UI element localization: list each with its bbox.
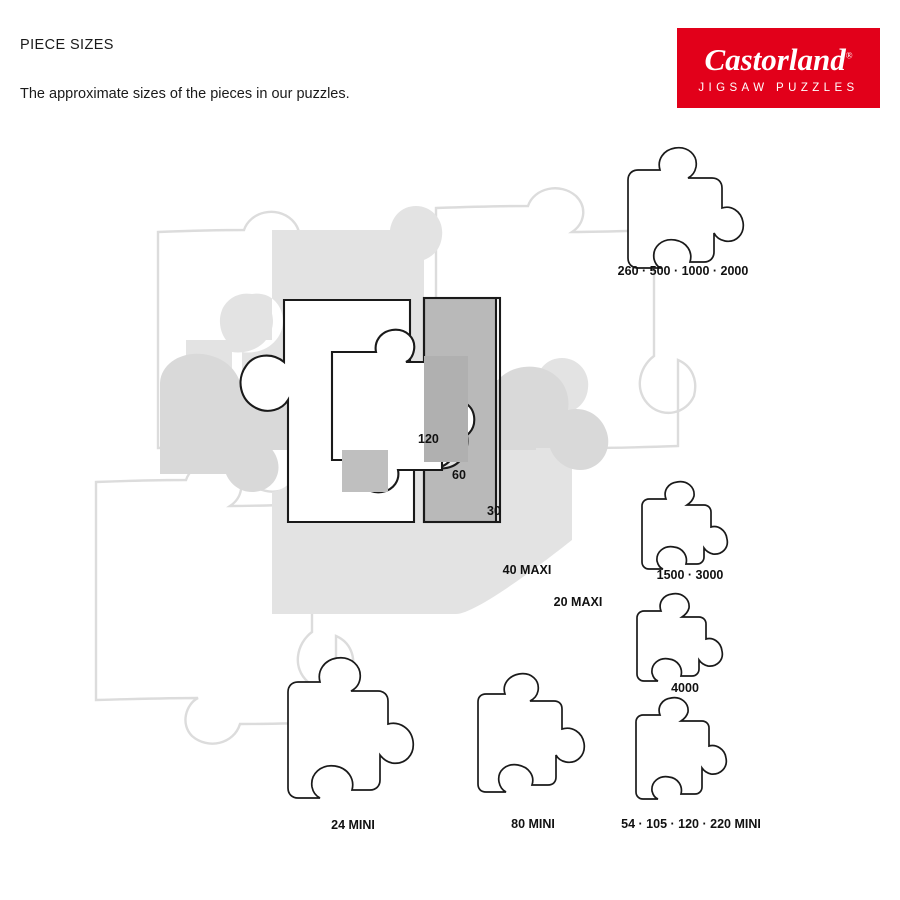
piece-4000	[637, 594, 722, 681]
piece-80-mini	[478, 674, 584, 792]
piece-1500-3000	[642, 482, 727, 569]
page-title: PIECE SIZES	[20, 37, 114, 53]
registered-mark: ®	[845, 50, 853, 61]
label-80-mini: 80 MINI	[511, 817, 555, 831]
label-54-105-120-220-mini: 54 · 105 · 120 · 220 MINI	[621, 817, 761, 831]
label-4000: 4000	[671, 681, 699, 695]
label-40-maxi: 40 MAXI	[502, 563, 552, 577]
piece-24-mini	[288, 658, 413, 798]
label-30: 30	[487, 504, 501, 518]
label-20-maxi: 20 MAXI	[553, 595, 603, 609]
label-260-500-1000-2000: 260 · 500 · 1000 · 2000	[617, 264, 749, 278]
piece-260-500-1000-2000	[628, 148, 743, 268]
label-24-mini: 24 MINI	[331, 818, 375, 832]
logo-brand-label: Castorland	[704, 42, 846, 77]
logo-tagline: JIGSAW PUZZLES	[698, 82, 859, 94]
page-subtitle: The approximate sizes of the pieces in our puzzles.	[20, 86, 350, 102]
piece-54-105-120-220-mini	[636, 698, 726, 799]
label-120: 120	[418, 432, 439, 446]
label-60: 60	[452, 468, 466, 482]
label-1500-3000: 1500 · 3000	[656, 568, 724, 582]
